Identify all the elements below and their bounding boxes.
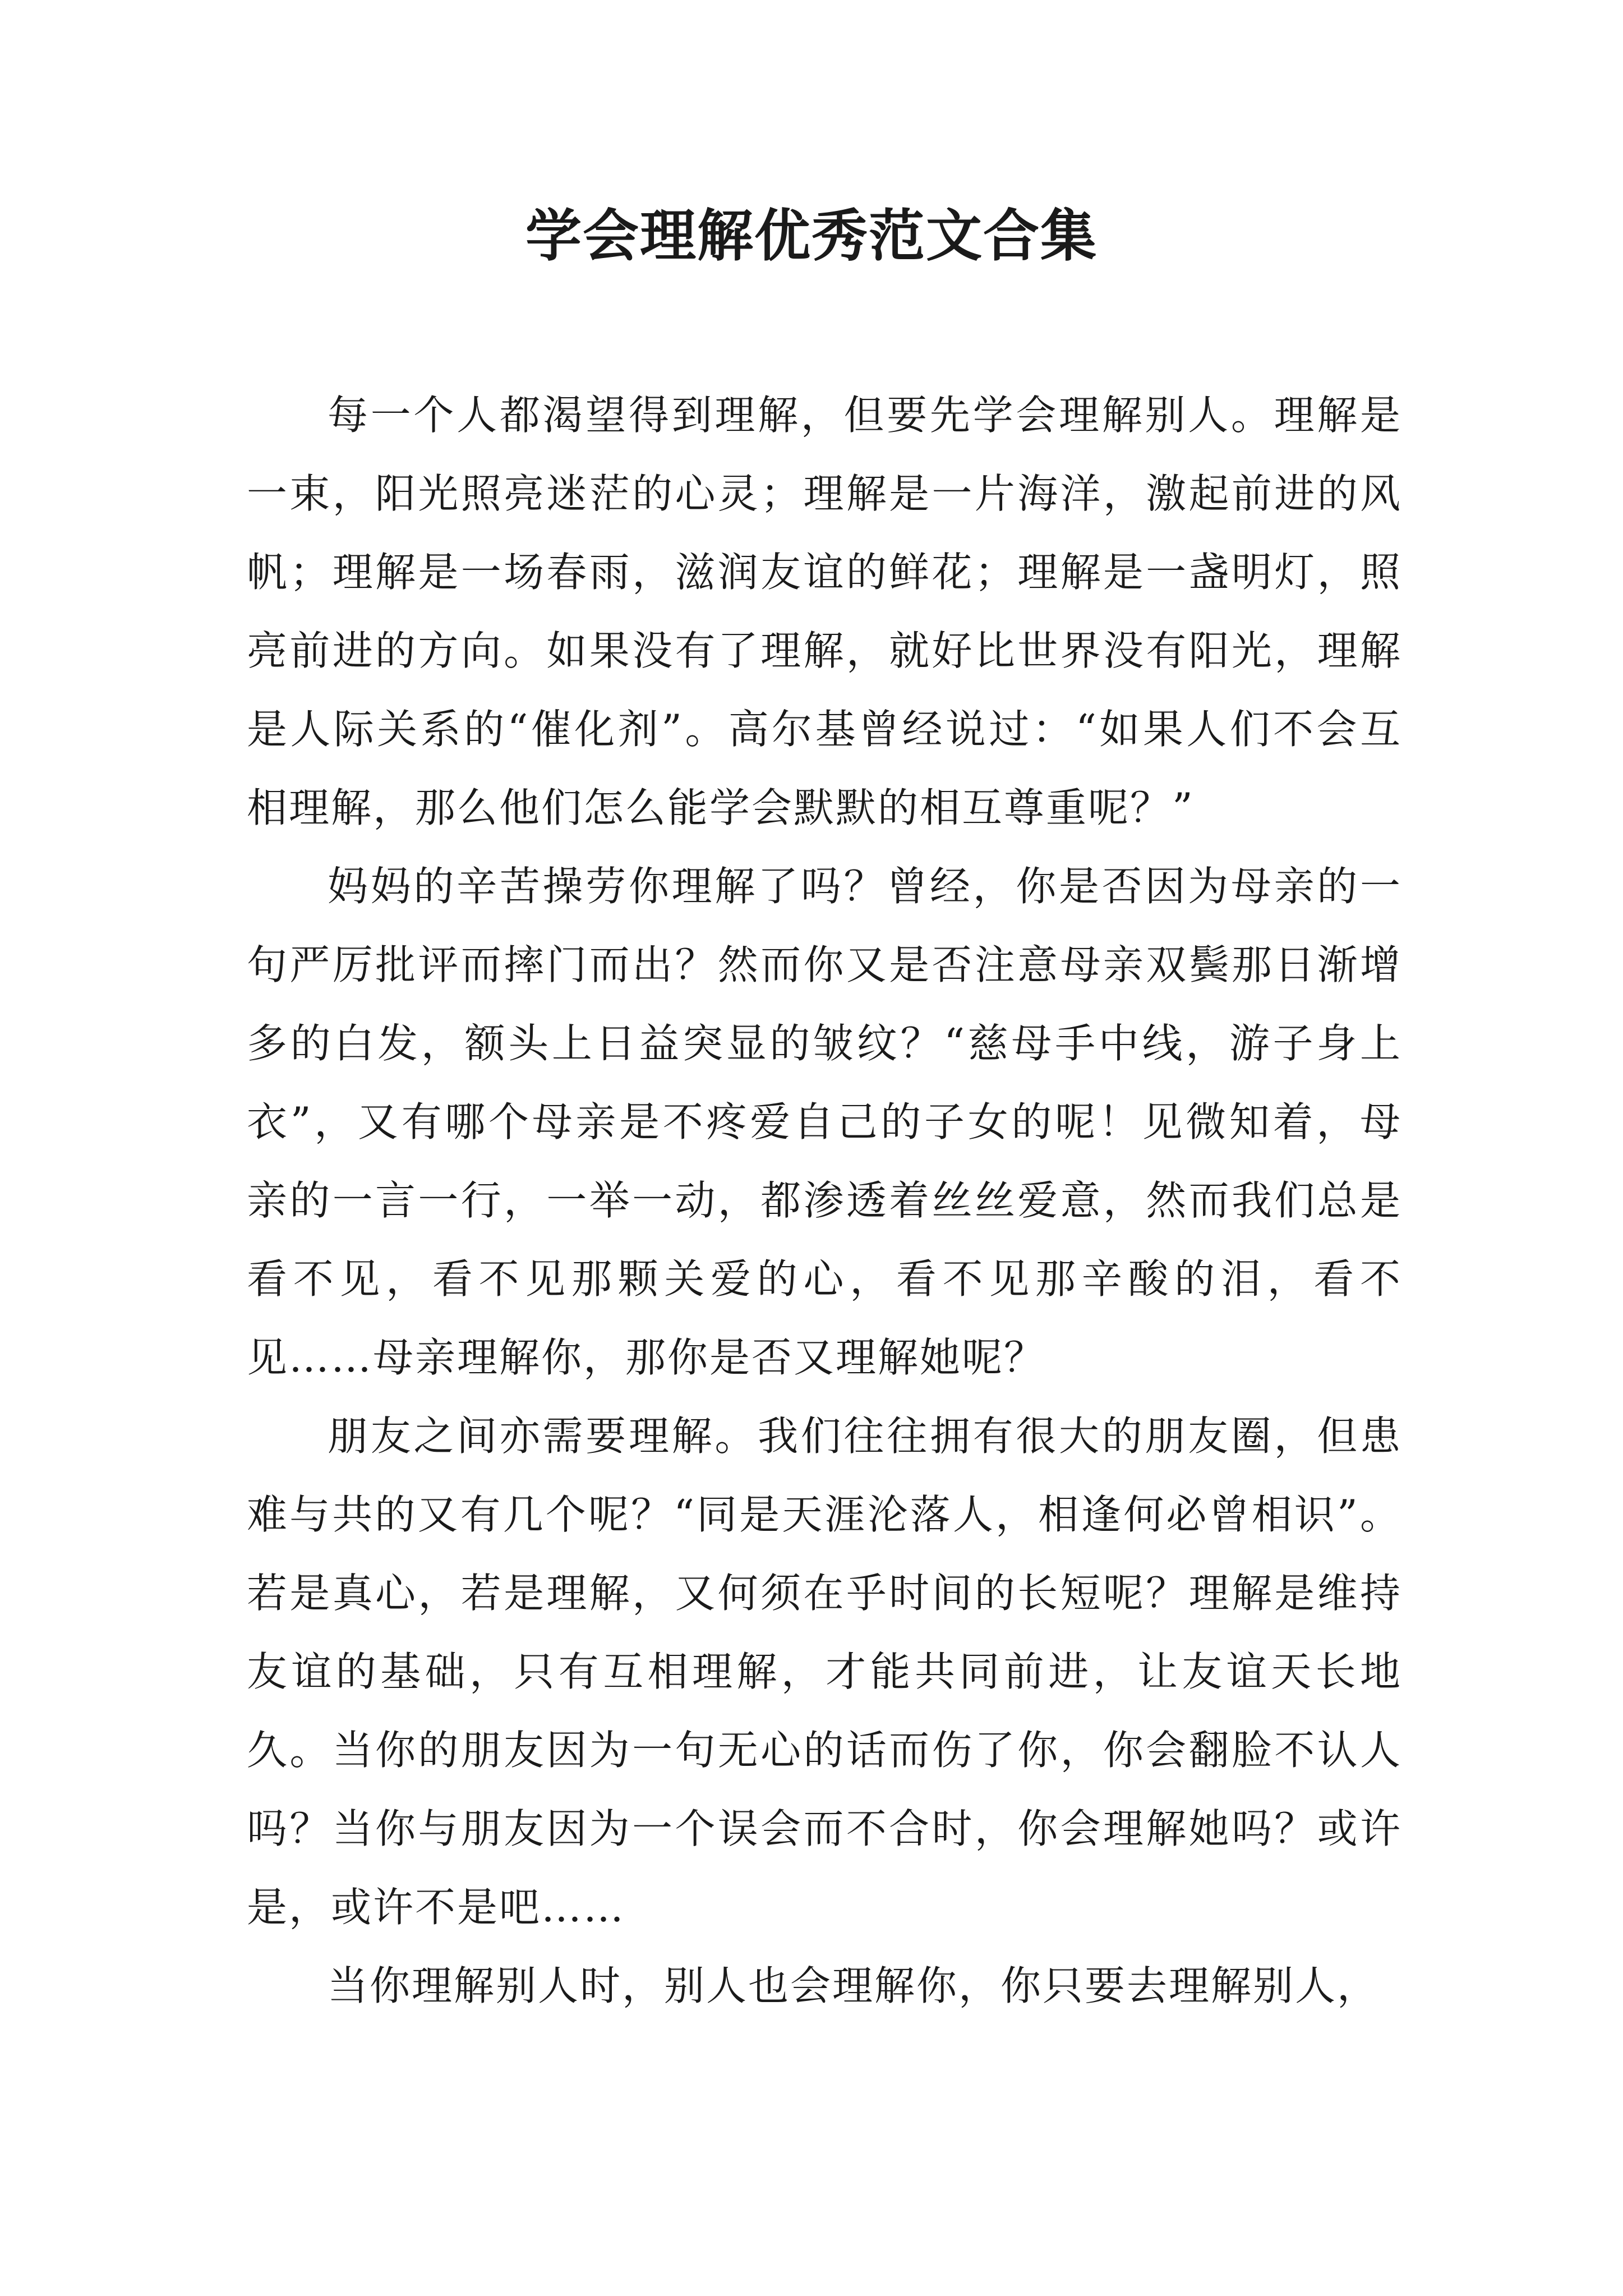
document-body xyxy=(247,376,1402,2025)
paragraph-2: 妈妈的辛苦操劳你理解了吗？曾经，你是否因为母亲的一句严厉批评而摔门而出？然而你又是否注意母亲双鬓那日渐增多的白发，额头上日益突显的皱纹？“慈母手中线，游子身上衣”，又有哪个母亲是不疼爱自己的子女的呢！见微知着，母亲的一言一行，一举一动，都渗透着丝丝爱意，然而我们总是看不见，看不见那颗关爱的心，看不见那辛酸的泪，看不见……母亲理解你，那你是否又理解她呢？ xyxy=(247,863,1402,1381)
paragraph-3: 朋友之间亦需要理解。我们往往拥有很大的朋友圈，但患难与共的又有几个呢？“同是天涯沦落人，相逢何必曾相识”。若是真心，若是理解，又何须在乎时间的长短呢？理解是维持友谊的基础，只有互相理解，才能共同前进，让友谊天长地久。当你的朋友因为一句无心的话而伤了你，你会翻脸不认人吗？当你与朋友因为一个误会而不合时，你会理解她吗？或许是，或许不是吧…… xyxy=(247,1412,1402,1931)
document-title: 学会理解优秀范文合集 xyxy=(525,203,1098,269)
paragraph-4: 当你理解别人时，别人也会理解你，你只要去理解别人， xyxy=(328,1962,1380,2009)
paragraph-1: 每一个人都渴望得到理解，但要先学会理解别人。理解是一束，阳光照亮迷茫的心灵；理解是一片海洋，激起前进的风帆；理解是一场春雨，滋润友谊的鲜花；理解是一盏明灯，照亮前进的方向。如果没有了理解，就好比世界没有阳光，理解是人际关系的“催化剂”。高尔基曾经说过：“如果人们不会互相理解，那么他们怎么能学会默默的相互尊重呢？” xyxy=(247,392,1402,831)
